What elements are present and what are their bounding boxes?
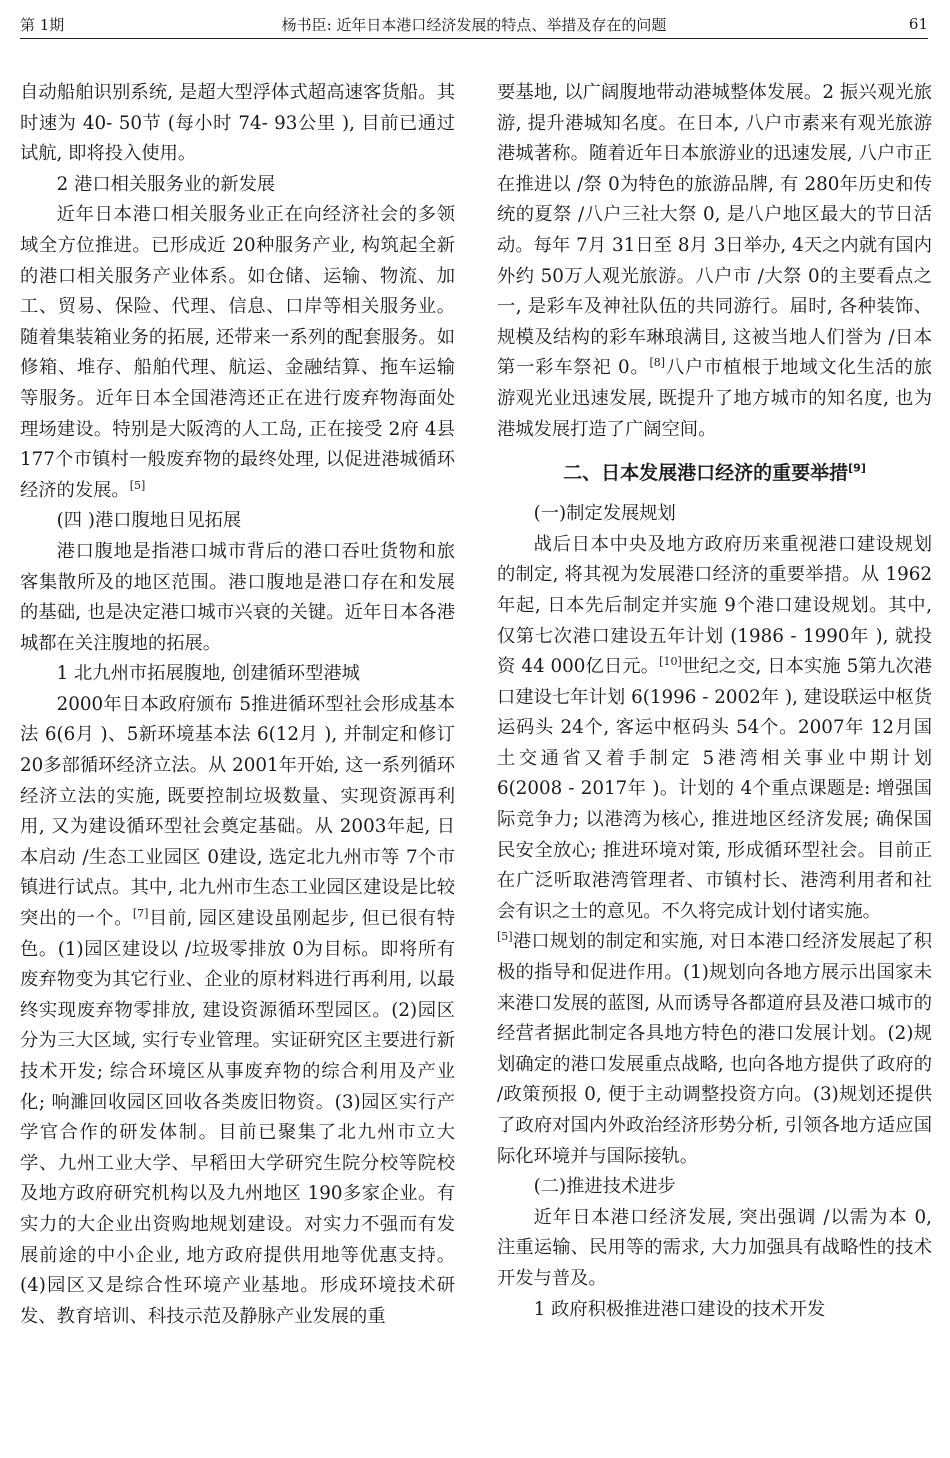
paragraph-text-continued: 目前, 园区建设虽刚起步, 但已很有特色。(1)园区建设以 /垃圾零排放 0为目标。即将所有废弃物变为其它行业、企业的原材料进行再利用, 以最终实现废弃物零排放, 建设资源循环型园区。(2)园区分为三大区域, 实行专业管理。实证研究区主要进行新技术开发; 综合环境区从事废弃物的综合利用及产业化; 响濉回收园区回收各类废旧物资。(3)园区实行产学官合作的研发体制。目前已聚集了北九州市立大学、九州工业大学、早稻田大学研究生院分校等院校及地方政府研究机构以及九州地区 190多家企业。有实力的大企业出资购地规划建设。对实力不强而有发展前途的中小企业, 地方政府提供用地等优惠支持。(4)园区又是综合性环境产业基地。形成环境技术研发、教育培训、科技示范及静脉产业发展的重 bbox=[20, 908, 456, 1327]
page-number: 61 bbox=[908, 15, 928, 33]
paragraph-text: 2000年日本政府颁布 5推进循环型社会形成基本法 6(6月 )、5新环境基本法 6(12月 ), 并制定和修订 20多部循环经济立法。从 2001年开始, 这一系列循环经济立法的实施, 既要控制垃圾数量、实现资源再利用, 又为建设循环型社会奠定基础。从 2003年起, 日本启动 /生态工业园区 0建设, 选定北九州市等 7个市镇进行试点。其中, 北九州市生态工业园区建设是比较突出的一个。 bbox=[20, 693, 455, 930]
section-heading-text: 二、日本发展港口经济的重要举措 bbox=[563, 462, 849, 485]
left-column bbox=[20, 78, 455, 1332]
running-title: 杨书臣: 近年日本港口经济发展的特点、举措及存在的问题 bbox=[281, 15, 667, 34]
citation-ref: [9] bbox=[848, 461, 866, 475]
paragraph bbox=[20, 170, 455, 201]
paragraph bbox=[20, 78, 455, 170]
citation-ref: [7] bbox=[132, 906, 149, 920]
paragraph-text: (四 )港口腹地日见拓展 bbox=[56, 510, 242, 532]
paragraph bbox=[497, 78, 932, 445]
paragraph-text: 近年日本港口相关服务业正在向经济社会的多领域全方位推进。已形成近 20种服务产业, 构筑起全新的港口相关服务产业体系。如仓储、运输、物流、加工、贸易、保险、代理、信息、口岸等相关服务业。随着集装箱业务的拓展, 还带来一系列的配套服务。如修箱、堆存、船舶代理、航运、金融结算、拖车运输等服务。近年日本全国港湾还正在进行废弃物海面处理场建设。特别是大阪湾的人工岛, 正在接受 2府 4县 177个市镇村一般废弃物的最终处理, 以促进港城循环经济的发展。 bbox=[20, 204, 455, 501]
paragraph bbox=[497, 499, 932, 530]
right-column bbox=[497, 78, 932, 1325]
running-header bbox=[20, 10, 928, 39]
paragraph-text: 近年日本港口经济发展, 突出强调 /以需为本 0, 注重运输、民用等的需求, 大力加强具有战略性的技术开发与普及。 bbox=[497, 1206, 932, 1289]
citation-ref: [5] bbox=[497, 930, 513, 944]
paragraph-text: 1 北九州市拓展腹地, 创建循环型港城 bbox=[56, 663, 360, 685]
paragraph bbox=[497, 927, 932, 1172]
paragraph-text: (一)制定发展规划 bbox=[533, 503, 676, 525]
citation-ref: [5] bbox=[129, 478, 146, 492]
paragraph-text: (二)推进技术进步 bbox=[533, 1176, 676, 1198]
paragraph bbox=[497, 1295, 932, 1326]
issue-label: 第 1期 bbox=[20, 15, 65, 34]
paragraph bbox=[497, 1203, 932, 1295]
paragraph-text: 战后日本中央及地方政府历来重视港口建设规划的制定, 将其视为发展港口经济的重要举措。从 1962年起, 日本先后制定并实施 9个港口建设规划。其中, 仅第七次港口建设五年计划 (1986 - 1990年 ), 就投资 44 000亿日元。 bbox=[497, 533, 932, 678]
paragraph bbox=[20, 537, 455, 659]
paragraph-text-continued: 世纪之交, 日本实施 5第九次港口建设七年计划 6(1996 - 2002年 ), 建设联运中枢货运码头 24个, 客运中枢码头 54个。2007年 12月国土交通省又着手制定 5港湾相关事业中期计划 6(2008 - 2017年 )。计划的 4个重点课题是: 增强国际竞争力; 以港湾为核心, 推进地区经济发展; 确保国民安全放心; 推进环境对策, 形成循环型社会。目前正在广泛听取港湾管理者、市镇村长、港湾利用者和社会有识之士的意见。不久将完成计划付诸实施。 bbox=[497, 656, 932, 922]
paragraph bbox=[20, 659, 455, 690]
paragraph-text: 自动船舶识别系统, 是超大型浮体式超高速客货船。其时速为 40- 50节 (每小时 74- 93公里 ), 目前已通过试航, 即将投入使用。 bbox=[20, 82, 455, 165]
section-heading bbox=[497, 459, 932, 487]
paragraph-text: 1 政府积极推进港口建设的技术开发 bbox=[533, 1298, 826, 1320]
paragraph-text-continued: 八户市植根于地域文化生活的旅游观光业迅速发展, 既提升了地方城市的知名度, 也为港城发展打造了广阔空间。 bbox=[497, 357, 933, 440]
citation-ref: [10] bbox=[659, 655, 682, 668]
paragraph-text: 要基地, 以广阔腹地带动港城整体发展。2 振兴观光旅游, 提升港城知名度。在日本, 八户市素来有观光旅游港城著称。随着近年日本旅游业的迅速发展, 八户市正在推进以 /祭 0为特色的旅游品牌, 有 280年历史和传统的夏祭 /八户三社大祭 0, 是八户地区最大的节日活动。每年 7月 31日至 8月 3日举办, 4天之内就有国内外约 50万人观光旅游。八户市 /大祭 0的主要看点之一, 是彩车及神社队伍的共同游行。届时, 各种装饰、规模及结构的彩车琳琅满目, 这被当地人们誉为 /日本第一彩车祭祀 0。 bbox=[497, 82, 932, 379]
paragraph bbox=[497, 1172, 932, 1203]
paragraph-text-continued: 港口规划的制定和实施, 对日本港口经济发展起了积极的指导和促进作用。(1)规划向各地方展示出国家未来港口发展的蓝图, 从而诱导各都道府县及港口城市的经营者据此制定各具地方特色的港口发展计划。(2)规划确定的港口发展重点战略, 也向各地方提供了政府的 /政策预报 0, 便于主动调整投资方向。(3)规划还提供了政府对国内外政治经济形势分析, 引领各地方适应国际化环境并与国际接轨。 bbox=[497, 931, 932, 1167]
paragraph bbox=[20, 690, 455, 1332]
paragraph bbox=[20, 506, 455, 537]
paragraph bbox=[20, 200, 455, 506]
paragraph-text: 港口腹地是指港口城市背后的港口吞吐货物和旅客集散所及的地区范围。港口腹地是港口存在和发展的基础, 也是决定港口城市兴衰的关键。近年日本各港城都在关注腹地的拓展。 bbox=[20, 540, 455, 654]
paragraph-text: 2 港口相关服务业的新发展 bbox=[56, 173, 276, 195]
citation-ref: [8] bbox=[649, 356, 666, 370]
paragraph bbox=[497, 530, 932, 928]
